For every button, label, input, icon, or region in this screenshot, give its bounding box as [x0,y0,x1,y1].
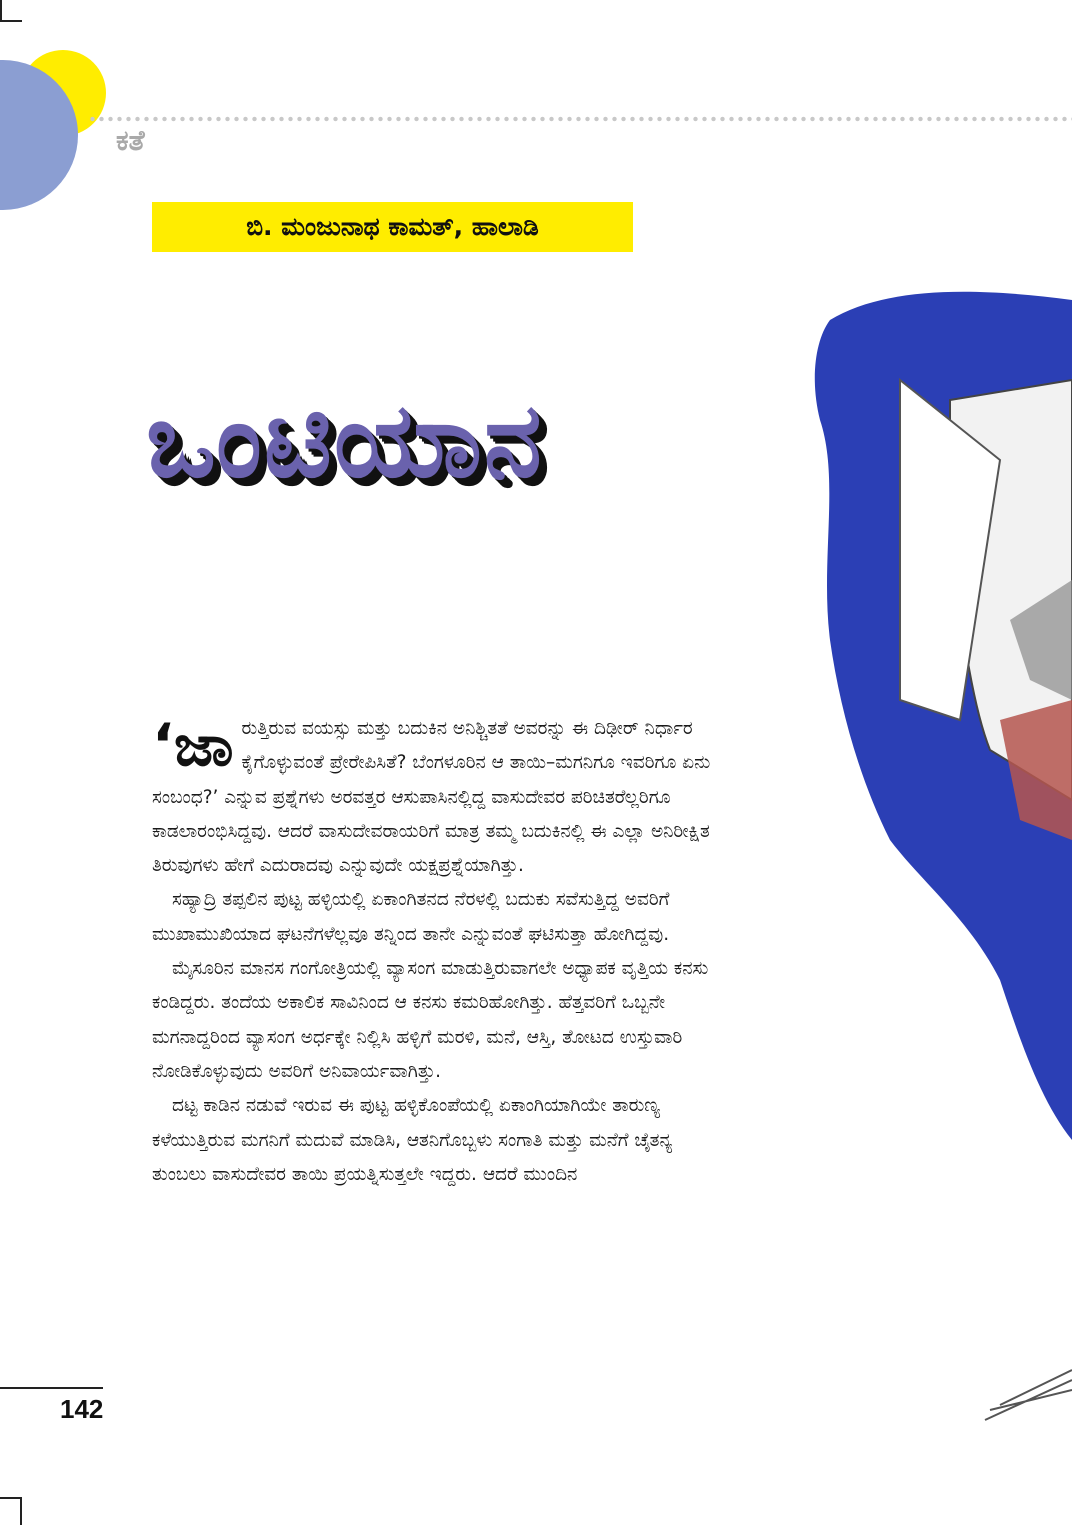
paragraph-text: ರುತ್ತಿರುವ ವಯಸ್ಸು ಮತ್ತು ಬದುಕಿನ ಅನಿಶ್ಚಿತತೆ ಅವರನ್ನು ಈ ದಿಢೀರ್ ನಿರ್ಧಾರ ಕೈಗೊಳ್ಳುವಂತೆ ಪ್ರೇರೇಪಿಸಿತೆ? ಬೆಂಗಳೂರಿನ ಆ ತಾಯಿ–ಮಗನಿಗೂ ಇವರಿಗೂ ಏನು ಸಂಬಂಧ?’ ಎನ್ನುವ ಪ್ರಶ್ನೆಗಳು ಅರವತ್ತರ ಆಸುಪಾಸಿನಲ್ಲಿದ್ದ ವಾಸುದೇವರ ಪರಿಚಿತರೆಲ್ಲರಿಗೂ ಕಾಡಲಾರಂಭಿಸಿದ್ದವು. ಆದರೆ ವಾಸುದೇವರಾಯರಿಗೆ ಮಾತ್ರ ತಮ್ಮ ಬದುಕಿನಲ್ಲಿ ಈ ಎಲ್ಲಾ ಅನಿರೀಕ್ಷಿತ ತಿರುವುಗಳು ಹೇಗೆ ಎದುರಾದವು ಎನ್ನುವುದೇ ಯಕ್ಷಪ್ರಶ್ನೆಯಾಗಿತ್ತು. [152,718,711,877]
crop-mark-top [0,0,2,22]
story-paragraph: ದಟ್ಟ ಕಾಡಿನ ನಡುವೆ ಇರುವ ಈ ಪುಟ್ಟ ಹಳ್ಳಿಕೊಂಪೆಯಲ್ಲಿ ಏಕಾಂಗಿಯಾಗಿಯೇ ತಾರುಣ್ಯ ಕಳೆಯುತ್ತಿರುವ ಮಗನಿಗೆ ಮದುವೆ ಮಾಡಿಸಿ, ಆತನಿಗೊಬ್ಬಳು ಸಂಗಾತಿ ಮತ್ತು ಮನೆಗೆ ಚೈತನ್ಯ ತುಂಬಲು ವಾಸುದೇವರ ತಾಯಿ ಪ್ರಯತ್ನಿಸುತ್ತಲೇ ಇದ್ದರು. ಆದರೆ ಮುಂದಿನ [152,1095,673,1185]
story-paragraph: ಮೈಸೂರಿನ ಮಾನಸ ಗಂಗೋತ್ರಿಯಲ್ಲಿ ವ್ಯಾಸಂಗ ಮಾಡುತ್ತಿರುವಾಗಲೇ ಅಧ್ಯಾಪಕ ವೃತ್ತಿಯ ಕನಸು ಕಂಡಿದ್ದರು. ತಂದೆಯ ಅಕಾಲಿಕ ಸಾವಿನಿಂದ ಆ ಕನಸು ಕಮರಿಹೋಗಿತ್ತು. ಹೆತ್ತವರಿಗೆ ಒಬ್ಬನೇ ಮಗನಾದ್ದರಿಂದ ವ್ಯಾಸಂಗ ಅರ್ಧಕ್ಕೇ ನಿಲ್ಲಿಸಿ ಹಳ್ಳಿಗೆ ಮರಳಿ, ಮನೆ, ಆಸ್ತಿ, ತೋಟದ ಉಸ್ತುವಾರಿ ನೋಡಿಕೊಳ್ಳುವುದು ಅವರಿಗೆ ಅನಿವಾರ್ಯವಾಗಿತ್ತು. [152,958,709,1082]
section-label: ಕತೆ [116,124,145,157]
dropcap: ‘ಜಾ [152,711,234,779]
crop-mark-bottom [0,1497,22,1499]
dotted-rule [88,116,1072,122]
story-title: ಒಂಟಿಯಾನ [146,379,544,501]
story-illustration [800,280,1072,1430]
story-paragraph: ಸಹ್ಯಾದ್ರಿ ತಪ್ಪಲಿನ ಪುಟ್ಟ ಹಳ್ಳಿಯಲ್ಲಿ ಏಕಾಂಗಿತನದ ನೆರಳಲ್ಲಿ ಬದುಕು ಸವೆಸುತ್ತಿದ್ದ ಅವರಿಗೆ ಮುಖಾಮುಖಿಯಾದ ಘಟನೆಗಳೆಲ್ಲವೂ ತನ್ನಿಂದ ತಾನೇ ಎನ್ನುವಂತೆ ಘಟಿಸುತ್ತಾ ಹೋಗಿದ್ದವು. [152,889,670,945]
crop-mark-bottom-v [20,1497,22,1525]
author-highlight [152,202,633,252]
illustration-base-sketch [985,1370,1072,1420]
author-name: ಬಿ. ಮಂಜುನಾಥ ಕಾಮತ್, ಹಾಲಾಡಿ [246,212,539,241]
page-number-rule [0,1387,103,1389]
story-body [152,712,732,1192]
page-number: 142 [60,1394,104,1424]
story-paragraph [152,712,732,883]
crop-mark-top-h [0,20,22,22]
